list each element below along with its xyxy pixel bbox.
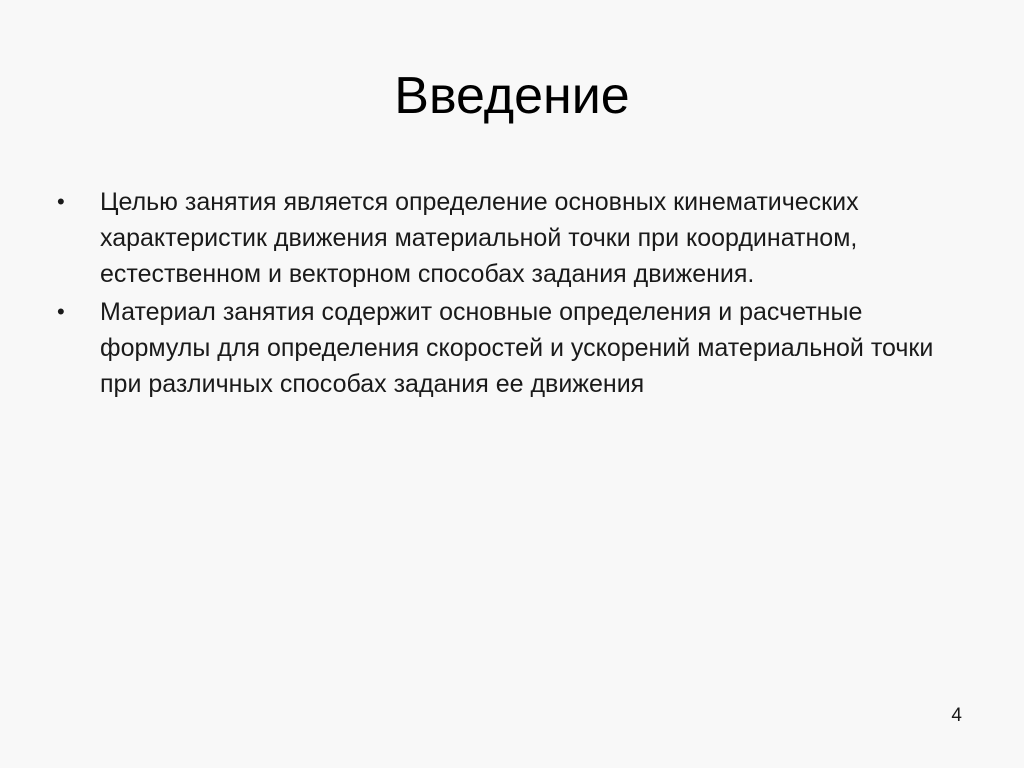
bullet-marker: • xyxy=(57,189,65,214)
bullet-text: Целью занятия является определение основных кинематических характеристик движения материальной точки при координатном, естественном и векторном способах задания движения. xyxy=(100,188,859,288)
bullet-item xyxy=(57,294,977,402)
bullet-text: Материал занятия содержит основные определения и расчетные формулы для определения скоростей и ускорений материальной точки при различных способах задания ее движения xyxy=(100,298,934,398)
bullet-item xyxy=(57,184,977,292)
bullet-marker: • xyxy=(57,299,65,324)
bullet-list xyxy=(57,184,977,404)
page-number: 4 xyxy=(951,705,962,726)
slide-title: Введение xyxy=(394,67,630,125)
